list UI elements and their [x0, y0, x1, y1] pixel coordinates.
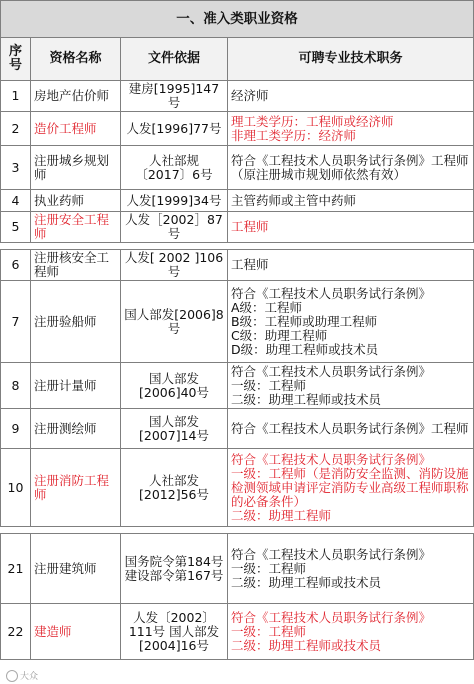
qualification-name: 注册核安全工程师 [31, 250, 121, 281]
row-number: 3 [1, 146, 31, 190]
watermark [6, 669, 38, 682]
table-row [1, 281, 474, 363]
qualification-name: 执业药师 [31, 190, 121, 212]
qualification-name: 注册城乡规划师 [31, 146, 121, 190]
job-title-line: 二级：助理工程师或技术员 [231, 637, 382, 653]
job-title-cell [228, 449, 474, 527]
qualification-name: 注册建筑师 [31, 534, 121, 604]
job-title-cell [228, 363, 474, 409]
table-row [1, 409, 474, 449]
job-title-line: 一级：工程师（是消防安全监测、消防设施检测领域申请评定消防专业高级工程师职称的必备条件） [231, 465, 469, 509]
row-number: 9 [1, 409, 31, 449]
table-row [1, 212, 474, 243]
job-title-line: B级：工程师或助理工程师 [231, 313, 378, 329]
table-row [1, 190, 474, 212]
job-title-line: 一级：工程师 [231, 560, 307, 576]
row-number: 22 [1, 604, 31, 660]
job-title-line: 符合《工程技术人员职务试行条例》 [231, 363, 432, 379]
job-title-line: 非理工类学历：经济师 [231, 127, 357, 143]
table-title: 一、准入类职业资格 [1, 1, 474, 38]
job-title-cell [228, 281, 474, 363]
header-doc: 文件依据 [121, 38, 228, 81]
document-basis: 建房[1995]147号 [121, 81, 228, 112]
qualification-name: 注册安全工程师 [31, 212, 121, 243]
job-title-line: 二级：助理工程师或技术员 [231, 391, 382, 407]
job-title-cell [228, 190, 474, 212]
row-number: 8 [1, 363, 31, 409]
row-number: 10 [1, 449, 31, 527]
job-title-line: 理工类学历：工程师或经济师 [231, 113, 394, 129]
row-number: 4 [1, 190, 31, 212]
row-gap [1, 243, 474, 250]
job-title-line: 符合《工程技术人员职务试行条例》 [231, 609, 432, 625]
job-title-line: 一级：工程师 [231, 623, 307, 639]
table-row [1, 146, 474, 190]
job-title-line: C级：助理工程师 [231, 327, 328, 343]
job-title-cell [228, 534, 474, 604]
document-basis: 人社部发[2012]56号 [121, 449, 228, 527]
job-title-cell [228, 604, 474, 660]
document-basis: 国人部发[2006]8号 [121, 281, 228, 363]
document-basis: 人发[1996]77号 [121, 112, 228, 146]
row-number: 2 [1, 112, 31, 146]
row-number: 7 [1, 281, 31, 363]
table-row [1, 112, 474, 146]
header-name: 资格名称 [31, 38, 121, 81]
watermark-text: 大众 [20, 672, 39, 682]
job-title-line: 符合《工程技术人员职务试行条例》 [231, 451, 432, 467]
job-title-line: D级：助理工程师或技术员 [231, 341, 379, 357]
table-row [1, 250, 474, 281]
job-title-line: 符合《工程技术人员职务试行条例》工程师 [231, 420, 469, 436]
job-title-line: 主管药师或主管中药师 [231, 192, 357, 208]
header-no: 序号 [1, 38, 31, 81]
table-row [1, 81, 474, 112]
table-row [1, 449, 474, 527]
job-title-cell [228, 81, 474, 112]
document-basis: 国人部发[2007]14号 [121, 409, 228, 449]
job-title-line: A级：工程师 [231, 299, 303, 315]
job-title-cell [228, 250, 474, 281]
document-basis: 人发[ 2002 ]106号 [121, 250, 228, 281]
job-title-cell [228, 112, 474, 146]
job-title-cell [228, 212, 474, 243]
row-number: 1 [1, 81, 31, 112]
qualification-name: 建造师 [31, 604, 121, 660]
qualification-name: 注册测绘师 [31, 409, 121, 449]
document-basis: 国人部发[2006]40号 [121, 363, 228, 409]
document-basis: 人发[1999]34号 [121, 190, 228, 212]
job-title-line: 一级：工程师 [231, 377, 307, 393]
table-row [1, 604, 474, 660]
job-title-line: 经济师 [231, 88, 269, 103]
qualification-name: 注册计量师 [31, 363, 121, 409]
qualification-name: 造价工程师 [31, 112, 121, 146]
job-title-line: 工程师 [231, 219, 269, 234]
row-number: 5 [1, 212, 31, 243]
job-title-line: 二级：助理工程师 [231, 507, 332, 523]
document-basis: 国务院令第184号 建设部令第167号 [121, 534, 228, 604]
job-title-line: 符合《工程技术人员职务试行条例》工程师（原注册城市规划师依然有效） [231, 152, 469, 182]
document-basis: 人社部规〔2017〕6号 [121, 146, 228, 190]
qualification-name: 房地产估价师 [31, 81, 121, 112]
table-row [1, 363, 474, 409]
qualification-name: 注册验船师 [31, 281, 121, 363]
job-title-line: 二级：助理工程师或技术员 [231, 574, 382, 590]
watermark-logo-icon [6, 670, 18, 682]
header-job: 可聘专业技术职务 [228, 38, 474, 81]
row-number: 21 [1, 534, 31, 604]
document-basis: 人发〔2002〕111号 国人部发[2004]16号 [121, 604, 228, 660]
job-title-line: 符合《工程技术人员职务试行条例》 [231, 285, 432, 301]
job-title-line: 符合《工程技术人员职务试行条例》 [231, 546, 432, 562]
job-title-cell [228, 146, 474, 190]
table-row [1, 534, 474, 604]
qualification-name: 注册消防工程师 [31, 449, 121, 527]
row-number: 6 [1, 250, 31, 281]
document-basis: 人发［2002］87号 [121, 212, 228, 243]
job-title-line: 工程师 [231, 257, 269, 272]
job-title-cell [228, 409, 474, 449]
row-gap [1, 527, 474, 534]
